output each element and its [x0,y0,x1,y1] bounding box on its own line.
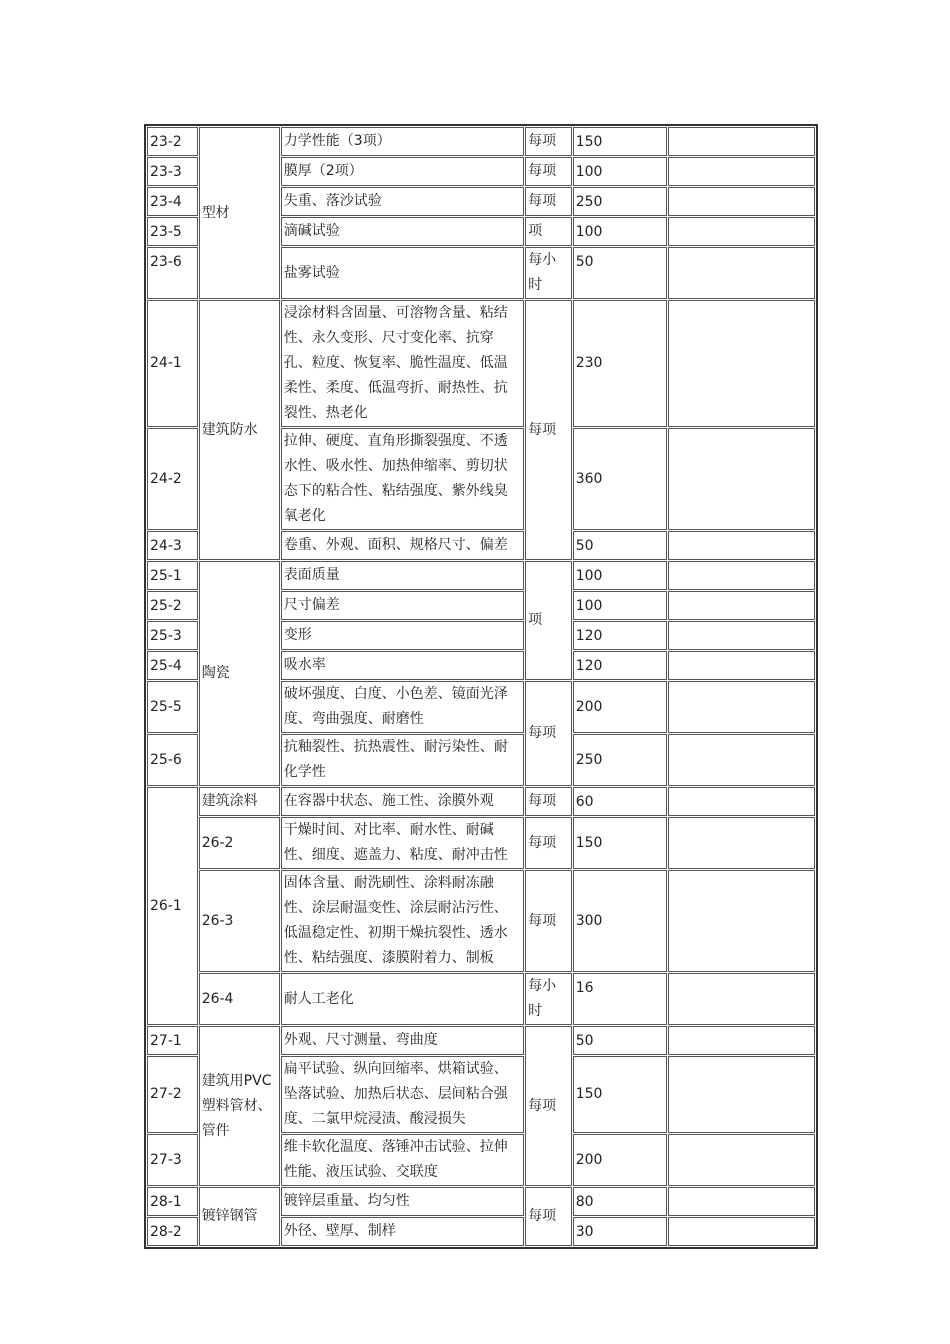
test-item: 干燥时间、对比率、耐水性、耐碱性、细度、遮盖力、粘度、耐冲击性 [281,817,524,869]
price-cell: 30 [573,1217,667,1246]
remark-cell [668,591,815,620]
unit-cell: 每小时 [525,973,572,1025]
unit-cell: 每小时 [525,247,572,299]
test-item: 拉伸、硬度、直角形撕裂强度、不透水性、吸水性、加热伸缩率、剪切状态下的粘合性、粘结强度、紫外线臭氧老化 [281,428,524,530]
remark-cell [668,428,815,530]
item-code: 25-6 [147,734,198,786]
item-code: 23-4 [147,187,198,216]
test-item: 吸水率 [281,651,524,680]
item-code: 25-4 [147,651,198,680]
price-cell: 100 [573,217,667,246]
test-item: 固体含量、耐洗刷性、涂料耐冻融性、涂层耐温变性、涂层耐沾污性、低温稳定性、初期干燥抗裂性、透水性、粘结强度、漆膜附着力、制板 [281,870,524,972]
table-row [147,870,815,972]
test-item: 抗釉裂性、抗热震性、耐污染性、耐化学性 [281,734,524,786]
remark-cell [668,157,815,186]
table-row [147,300,815,427]
price-cell: 150 [573,817,667,869]
price-cell: 100 [573,157,667,186]
remark-cell [668,1056,815,1133]
remark-cell [668,734,815,786]
remark-cell [668,1026,815,1055]
item-code: 23-3 [147,157,198,186]
test-item: 外观、尺寸测量、弯曲度 [281,1026,524,1055]
remark-cell [668,1187,815,1216]
price-table [144,124,818,1249]
unit-cell: 每项 [525,681,572,786]
test-item: 力学性能（3项） [281,127,524,156]
unit-cell: 项 [525,217,572,246]
item-code: 24-1 [147,300,198,427]
subcategory-cell: 建筑涂料 [199,787,280,816]
price-cell: 150 [573,127,667,156]
table-row [147,561,815,590]
test-item: 失重、落沙试验 [281,187,524,216]
unit-cell: 每项 [525,1187,572,1246]
unit-cell: 每项 [525,870,572,972]
item-code: 27-1 [147,1026,198,1055]
price-cell: 100 [573,591,667,620]
test-item: 盐雾试验 [281,247,524,299]
table-row [147,787,815,816]
unit-cell: 每项 [525,1026,572,1186]
unit-cell: 每项 [525,157,572,186]
remark-cell [668,651,815,680]
unit-cell: 项 [525,561,572,680]
price-cell: 80 [573,1187,667,1216]
category-cell: 型材 [199,127,280,299]
item-code: 28-1 [147,1187,198,1216]
item-code: 26-1 [147,787,198,1025]
test-item: 扁平试验、纵向回缩率、烘箱试验、坠落试验、加热后状态、层间粘合强度、二氯甲烷浸渍、酸浸损失 [281,1056,524,1133]
category-cell: 建筑防水 [199,300,280,560]
price-cell: 120 [573,621,667,650]
table-row [147,1026,815,1055]
price-cell: 150 [573,1056,667,1133]
test-item: 浸涂材料含固量、可溶物含量、粘结性、永久变形、尺寸变化率、抗穿孔、粒度、恢复率、脆性温度、低温柔性、柔度、低温弯折、耐热性、抗裂性、热老化 [281,300,524,427]
item-code: 27-2 [147,1056,198,1133]
remark-cell [668,870,815,972]
test-item: 维卡软化温度、落锤冲击试验、拉伸性能、液压试验、交联度 [281,1134,524,1186]
remark-cell [668,787,815,816]
test-item: 镀锌层重量、均匀性 [281,1187,524,1216]
table-row [147,1187,815,1216]
test-item: 尺寸偏差 [281,591,524,620]
remark-cell [668,1217,815,1246]
item-code: 23-6 [147,247,198,299]
item-code: 27-3 [147,1134,198,1186]
remark-cell [668,681,815,733]
item-code: 24-2 [147,428,198,530]
table-row [147,817,815,869]
unit-cell: 每项 [525,300,572,560]
price-cell: 16 [573,973,667,1025]
item-code: 25-1 [147,561,198,590]
category-cell: 陶瓷 [199,561,280,786]
price-cell: 100 [573,561,667,590]
subcategory-cell: 26-3 [199,870,280,972]
price-cell: 360 [573,428,667,530]
item-code: 25-5 [147,681,198,733]
remark-cell [668,621,815,650]
price-cell: 250 [573,187,667,216]
remark-cell [668,561,815,590]
test-item: 在容器中状态、施工性、涂膜外观 [281,787,524,816]
unit-cell: 每项 [525,187,572,216]
subcategory-cell: 26-2 [199,817,280,869]
item-code: 25-3 [147,621,198,650]
test-item: 破坏强度、白度、小色差、镜面光泽度、弯曲强度、耐磨性 [281,681,524,733]
category-cell: 建筑用PVC塑料管材、管件 [199,1026,280,1186]
price-cell: 120 [573,651,667,680]
category-cell: 镀锌钢管 [199,1187,280,1246]
test-item: 滴碱试验 [281,217,524,246]
remark-cell [668,817,815,869]
price-cell: 200 [573,1134,667,1186]
item-code: 23-5 [147,217,198,246]
test-item: 表面质量 [281,561,524,590]
remark-cell [668,1134,815,1186]
table-row [147,127,815,156]
table-row [147,973,815,1025]
price-cell: 50 [573,531,667,560]
unit-cell: 每项 [525,787,572,816]
price-cell: 200 [573,681,667,733]
test-item: 变形 [281,621,524,650]
price-cell: 60 [573,787,667,816]
subcategory-cell: 26-4 [199,973,280,1025]
price-cell: 50 [573,247,667,299]
price-cell: 250 [573,734,667,786]
item-code: 25-2 [147,591,198,620]
remark-cell [668,531,815,560]
test-item: 卷重、外观、面积、规格尺寸、偏差 [281,531,524,560]
remark-cell [668,300,815,427]
item-code: 28-2 [147,1217,198,1246]
remark-cell [668,973,815,1025]
test-item: 膜厚（2项） [281,157,524,186]
remark-cell [668,187,815,216]
price-cell: 230 [573,300,667,427]
unit-cell: 每项 [525,817,572,869]
remark-cell [668,247,815,299]
remark-cell [668,217,815,246]
item-code: 24-3 [147,531,198,560]
test-item: 耐人工老化 [281,973,524,1025]
unit-cell: 每项 [525,127,572,156]
remark-cell [668,127,815,156]
price-cell: 300 [573,870,667,972]
price-cell: 50 [573,1026,667,1055]
item-code: 23-2 [147,127,198,156]
test-item: 外径、壁厚、制样 [281,1217,524,1246]
